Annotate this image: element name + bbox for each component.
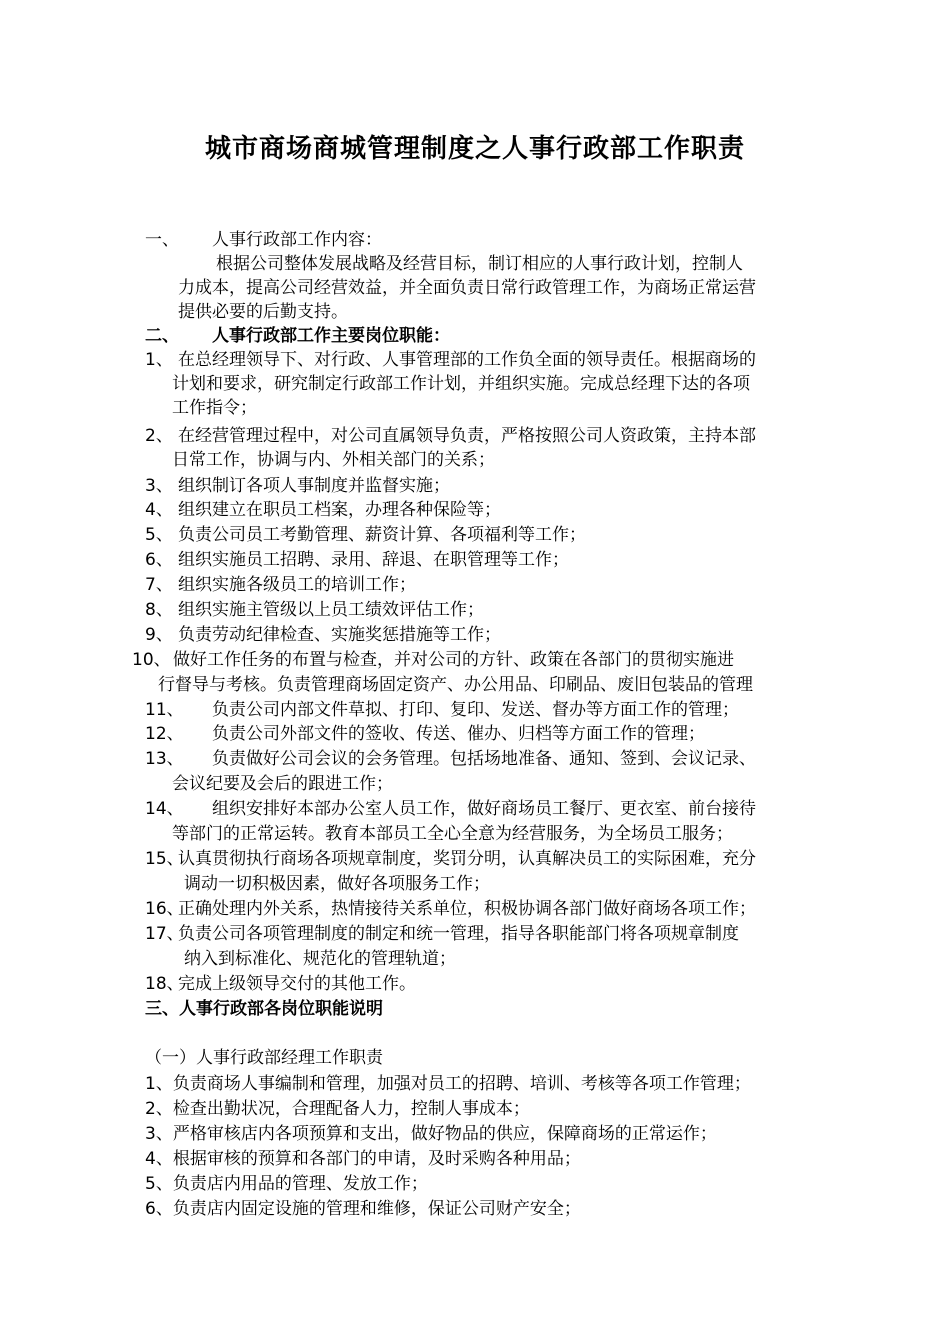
list-item-number: 9、 xyxy=(145,625,173,645)
list-item-line: 调动一切积极因素，做好各项服务工作； xyxy=(184,874,490,894)
list-item-line: 负责公司员工考勤管理、薪资计算、各项福利等工作； xyxy=(178,525,586,545)
list-item-line: 在经营管理过程中，对公司直属领导负责，严格按照公司人资政策，主持本部 xyxy=(178,426,756,446)
list-item-line: 负责公司外部文件的签收、传送、催办、归档等方面工作的管理； xyxy=(212,724,705,744)
list-item-number: 12、 xyxy=(145,724,184,744)
list-item-number: 11、 xyxy=(145,700,184,720)
duty-item: 1、负责商场人事编制和管理，加强对员工的招聘、培训、考核等各项工作管理； xyxy=(145,1074,751,1094)
list-item-number: 14、 xyxy=(145,799,184,819)
duty-item: 4、根据审核的预算和各部门的申请，及时采购各种用品； xyxy=(145,1149,581,1169)
section-2-number: 二、 xyxy=(145,326,179,346)
list-item-line: 工作指令； xyxy=(172,398,257,418)
list-item-number: 5、 xyxy=(145,525,173,545)
duty-item: 3、严格审核店内各项预算和支出，做好物品的供应，保障商场的正常运作； xyxy=(145,1124,717,1144)
list-item-line: 组织建立在职员工档案，办理各种保险等； xyxy=(178,500,501,520)
list-item-line: 等部门的正常运转。教育本部员工全心全意为经营服务，为全场员工服务； xyxy=(172,824,733,844)
section-3-subheading: （一）人事行政部经理工作职责 xyxy=(145,1048,383,1068)
list-item-number: 18、 xyxy=(145,974,184,994)
list-item-number: 10、 xyxy=(132,650,171,670)
list-item-line: 完成上级领导交付的其他工作。 xyxy=(178,974,416,994)
list-item-line: 行督导与考核。负责管理商场固定资产、办公用品、印刷品、废旧包装品的管理 xyxy=(158,675,753,695)
list-item-number: 17、 xyxy=(145,924,184,944)
list-item-line: 在总经理领导下、对行政、人事管理部的工作负全面的领导责任。根据商场的 xyxy=(178,350,756,370)
list-item-line: 认真贯彻执行商场各项规章制度，奖罚分明，认真解决员工的实际困难，充分 xyxy=(178,849,756,869)
list-item-number: 3、 xyxy=(145,476,173,496)
list-item-line: 负责做好公司会议的会务管理。包括场地准备、通知、签到、会议记录、 xyxy=(212,749,756,769)
list-item-line: 纳入到标准化、规范化的管理轨道； xyxy=(184,949,456,969)
section-1-heading: 人事行政部工作内容： xyxy=(212,230,382,250)
list-item-line: 组织实施主管级以上员工绩效评估工作； xyxy=(178,600,484,620)
section-2-heading: 人事行政部工作主要岗位职能： xyxy=(212,326,450,346)
list-item-line: 会议纪要及会后的跟进工作； xyxy=(172,774,393,794)
section-1-body-line: 根据公司整体发展战略及经营目标，制订相应的人事行政计划，控制人 xyxy=(216,254,743,274)
list-item-line: 正确处理内外关系，热情接待关系单位，积极协调各部门做好商场各项工作； xyxy=(178,899,756,919)
list-item-line: 做好工作任务的布置与检查，并对公司的方针、政策在各部门的贯彻实施进 xyxy=(173,650,734,670)
list-item-number: 15、 xyxy=(145,849,184,869)
section-3-heading: 三、人事行政部各岗位职能说明 xyxy=(145,999,383,1019)
list-item-line: 负责劳动纪律检查、实施奖惩措施等工作； xyxy=(178,625,501,645)
list-item-number: 13、 xyxy=(145,749,184,769)
duty-item: 2、检查出勤状况，合理配备人力，控制人事成本； xyxy=(145,1099,530,1119)
list-item-number: 7、 xyxy=(145,575,173,595)
list-item-line: 负责公司各项管理制度的制定和统一管理，指导各职能部门将各项规章制度 xyxy=(178,924,739,944)
list-item-number: 4、 xyxy=(145,500,173,520)
list-item-line: 组织安排好本部办公室人员工作，做好商场员工餐厅、更衣室、前台接待 xyxy=(212,799,756,819)
list-item-number: 8、 xyxy=(145,600,173,620)
list-item-line: 组织制订各项人事制度并监督实施； xyxy=(178,476,450,496)
section-1-body-line: 提供必要的后勤支持。 xyxy=(178,302,348,322)
duty-item: 5、负责店内用品的管理、发放工作； xyxy=(145,1174,428,1194)
list-item-line: 组织实施员工招聘、录用、辞退、在职管理等工作； xyxy=(178,550,569,570)
list-item-number: 16、 xyxy=(145,899,184,919)
section-1-number: 一、 xyxy=(145,230,179,250)
list-item-number: 6、 xyxy=(145,550,173,570)
list-item-line: 负责公司内部文件草拟、打印、复印、发送、督办等方面工作的管理； xyxy=(212,700,739,720)
duty-item: 6、负责店内固定设施的管理和维修，保证公司财产安全； xyxy=(145,1199,581,1219)
list-item-line: 日常工作，协调与内、外相关部门的关系； xyxy=(172,450,495,470)
list-item-number: 2、 xyxy=(145,426,173,446)
list-item-line: 计划和要求，研究制定行政部工作计划，并组织实施。完成总经理下达的各项 xyxy=(172,374,750,394)
section-1-body-line: 力成本，提高公司经营效益，并全面负责日常行政管理工作，为商场正常运营 xyxy=(178,278,756,298)
list-item-number: 1、 xyxy=(145,350,173,370)
page-title: 城市商场商城管理制度之人事行政部工作职责 xyxy=(204,134,745,164)
list-item-line: 组织实施各级员工的培训工作； xyxy=(178,575,416,595)
